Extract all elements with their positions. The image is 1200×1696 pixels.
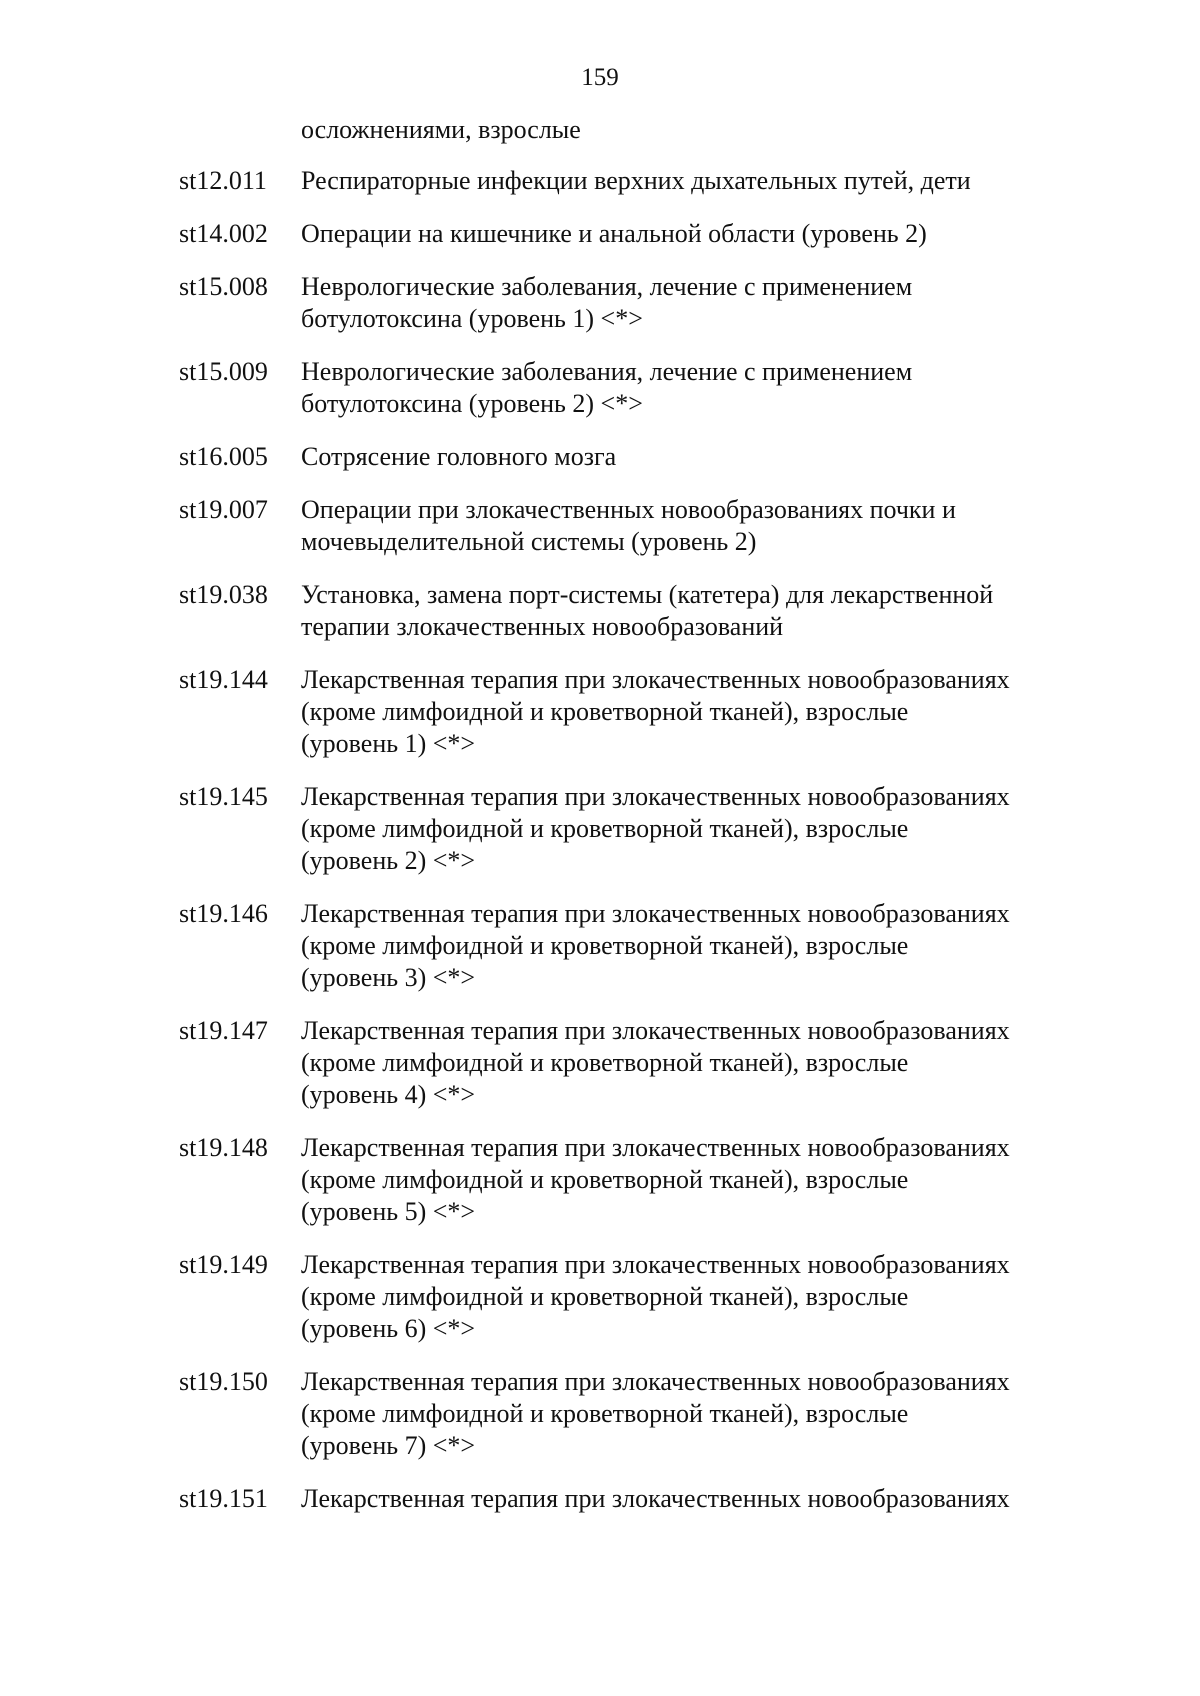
- entry-code: st19.007: [179, 495, 268, 524]
- entry-description: осложнениями, взрослые: [301, 115, 581, 144]
- entry-description: Лекарственная терапия при злокачественных новообразованиях (кроме лимфоидной и кроветворной тканей), взрослые (уровень 4) <*>: [301, 1016, 1010, 1109]
- entry-description: Неврологические заболевания, лечение с применением ботулотоксина (уровень 1) <*>: [301, 272, 913, 333]
- entry-code: st19.150: [179, 1367, 268, 1396]
- entry-code: st19.038: [179, 580, 268, 609]
- page-number: 159: [581, 64, 619, 91]
- entry-code: st19.151: [179, 1484, 268, 1513]
- list-item: [179, 165, 1119, 197]
- entry-description: Операции при злокачественных новообразованиях почки и мочевыделительной системы (уровень 2): [301, 495, 956, 556]
- entry-description: Установка, замена порт-системы (катетера) для лекарственной терапии злокачественных новообразований: [301, 580, 994, 641]
- code-list: [179, 114, 1119, 1536]
- list-item: [179, 441, 1119, 473]
- entry-code: st19.145: [179, 782, 268, 811]
- entry-code: st19.147: [179, 1016, 268, 1045]
- list-item: [179, 664, 1119, 760]
- entry-code: st19.144: [179, 665, 268, 694]
- entry-description: Операции на кишечнике и анальной области (уровень 2): [301, 219, 927, 248]
- list-item: [179, 271, 1119, 335]
- entry-code: st15.008: [179, 272, 268, 301]
- entry-description: Неврологические заболевания, лечение с применением ботулотоксина (уровень 2) <*>: [301, 357, 913, 418]
- list-item: [179, 1132, 1119, 1228]
- list-item-continued: [179, 114, 1119, 146]
- list-item: [179, 579, 1119, 643]
- entry-description: Респираторные инфекции верхних дыхательных путей, дети: [301, 166, 971, 195]
- entry-code: st14.002: [179, 219, 268, 248]
- entry-code: st19.148: [179, 1133, 268, 1162]
- entry-description: Лекарственная терапия при злокачественных новообразованиях (кроме лимфоидной и кроветворной тканей), взрослые (уровень 1) <*>: [301, 665, 1010, 758]
- list-item: [179, 781, 1119, 877]
- list-item: [179, 494, 1119, 558]
- entry-description: Лекарственная терапия при злокачественных новообразованиях (кроме лимфоидной и кроветворной тканей), взрослые (уровень 3) <*>: [301, 899, 1010, 992]
- list-item: [179, 1015, 1119, 1111]
- entry-code: st16.005: [179, 442, 268, 471]
- entry-code: st19.146: [179, 899, 268, 928]
- entry-code: st19.149: [179, 1250, 268, 1279]
- entry-description: Сотрясение головного мозга: [301, 442, 617, 471]
- list-item: [179, 1249, 1119, 1345]
- list-item: [179, 218, 1119, 250]
- list-item: [179, 1483, 1119, 1515]
- list-item: [179, 1366, 1119, 1462]
- entry-description: Лекарственная терапия при злокачественных новообразованиях (кроме лимфоидной и кроветворной тканей), взрослые (уровень 6) <*>: [301, 1250, 1010, 1343]
- entry-code: st15.009: [179, 357, 268, 386]
- list-item: [179, 898, 1119, 994]
- entry-code: st12.011: [179, 166, 267, 195]
- entry-description: Лекарственная терапия при злокачественных новообразованиях (кроме лимфоидной и кроветворной тканей), взрослые (уровень 2) <*>: [301, 782, 1010, 875]
- entry-description: Лекарственная терапия при злокачественных новообразованиях: [301, 1484, 1010, 1513]
- list-item: [179, 356, 1119, 420]
- entry-description: Лекарственная терапия при злокачественных новообразованиях (кроме лимфоидной и кроветворной тканей), взрослые (уровень 7) <*>: [301, 1367, 1010, 1460]
- entry-description: Лекарственная терапия при злокачественных новообразованиях (кроме лимфоидной и кроветворной тканей), взрослые (уровень 5) <*>: [301, 1133, 1010, 1226]
